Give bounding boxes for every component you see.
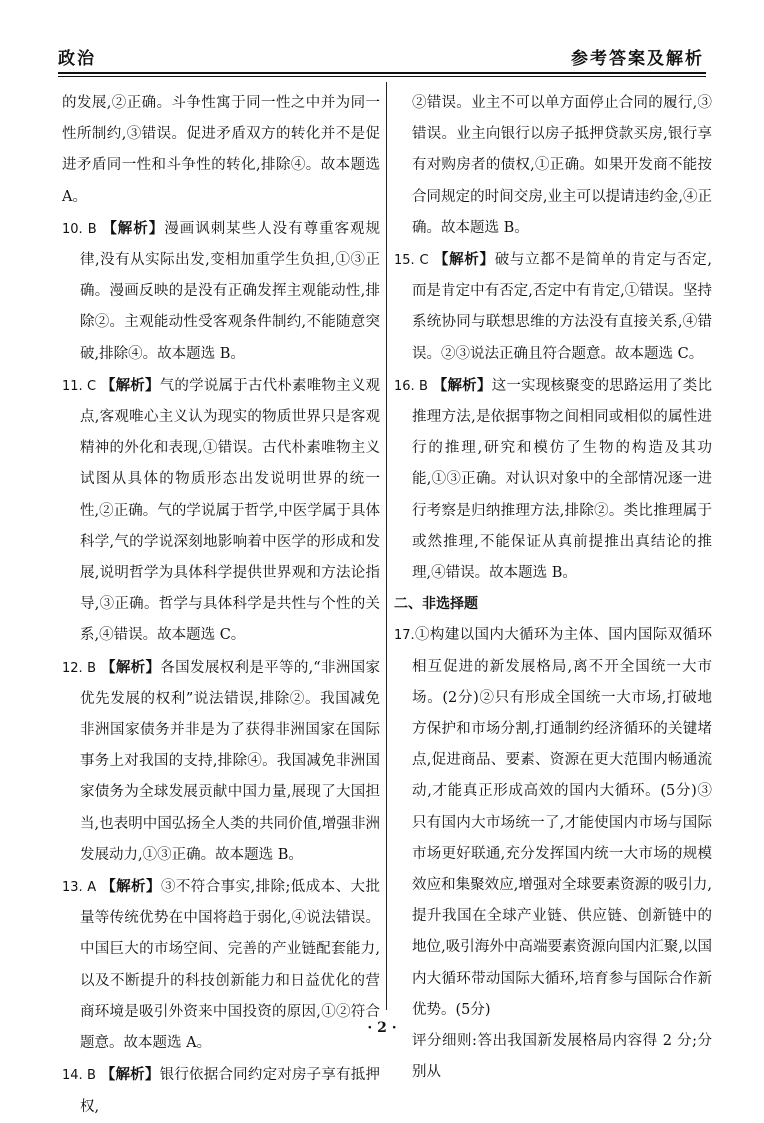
subject-title: 政治 — [58, 49, 96, 69]
analysis-tag: 【解析】 — [100, 376, 160, 394]
question-number: 14. B — [62, 1068, 96, 1084]
analysis-tag: 【解析】 — [102, 219, 165, 237]
scoring-note: 评分细则:答出我国新发展格局内容得 2 分;分别从 — [412, 1033, 712, 1081]
answer-item-10 — [62, 213, 380, 370]
analysis-tag: 【解析】 — [432, 376, 492, 394]
question-number: 15. C — [394, 253, 429, 269]
question-number: 11. C — [62, 378, 97, 394]
answer-item-14 — [62, 1059, 380, 1122]
left-column — [62, 88, 380, 1123]
right-column — [394, 88, 712, 1089]
analysis-text: ③不符合事实,排除;低成本、大批量等传统优势在中国将趋于弱化,④说法错误。中国巨大的市场空间、完善的产业链配套能力,以及不断提升的科技创新能力和日益优化的营商环境是吸引外资来中国投资的原因,①②符合题意。故本题选 A。 — [80, 879, 380, 1052]
question-number: 13. A — [62, 880, 97, 896]
analysis-text: 漫画讽刺某些人没有尊重客观规律,没有从实际出发,变相加重学生负担,①③正确。漫画反映的是没有正确发挥主观能动性,排除②。主观能动性受客观条件制约,不能随意突破,排除④。故本题选 B。 — [80, 220, 381, 362]
column-divider — [386, 82, 387, 1010]
answer-item-16 — [394, 370, 712, 589]
answer-text: ①构建以国内大循环为主体、国内国际双循环相互促进的新发展格局,离不开全国统一大市场。(2分)②只有形成全国统一大市场,打破地方保护和市场分割,打通制约经济循环的关键堵点,促进商品、要素、资源在更大范围内畅通流动,才能真正形成高效的国内大循环。(5分)③只有国内大市场统一了,才能使国内市场与国际市场更好联通,充分发挥国内统一大市场的规模效应和集聚效应,增强对全球要素资源的吸引力,提升我国在全球产业链、供应链、创新链中的地位,吸引海外中高端要素资源向国内汇聚,以国内大循环带动国际大循环,培育参与国际合作新优势。(5分) — [412, 627, 712, 1018]
question-number: 10. B — [62, 221, 97, 237]
analysis-text: 各国发展权利是平等的,“非洲国家优先发展的权利”说法错误,排除②。我国减免非洲国家债务并非是为了获得非洲国家在国际事务上对我国的支持,排除④。我国减免非洲国家债务为全球发展贡献中国力量,展现了大国担当,也表明中国弘扬全人类的共同价值,增强非洲发展动力,①③正确。故本题选 B。 — [80, 659, 381, 863]
continuation-text: 的发展,②正确。斗争性寓于同一性之中并为同一性所制约,③错误。促进矛盾双方的转化并不是促进矛盾同一性和斗争性的转化,排除④。故本题选 A。 — [62, 95, 380, 205]
header-rule-thin — [58, 76, 706, 77]
analysis-text: 银行依据合同约定对房子享有抵押权, — [80, 1067, 381, 1115]
header-rule-thick — [58, 72, 706, 74]
question-number: 16. B — [394, 378, 428, 394]
continuation-text: ②错误。业主不可以单方面停止合同的履行,③错误。业主向银行以房子抵押贷款买房,银行享有对购房者的债权,①正确。如果开发商不能按合同规定的时间交房,业主可以提请违约金,④正确。故本题选 B。 — [412, 95, 712, 236]
analysis-tag: 【解析】 — [101, 878, 161, 896]
analysis-tag: 【解析】 — [101, 658, 161, 676]
analysis-text: 气的学说属于古代朴素唯物主义观点,客观唯心主义认为现实的物质世界只是客观精神的外化和表现,①错误。古代朴素唯物主义试图从具体的物质形态出发说明世界的统一性,②正确。气的学说属于哲学,中医学属于具体科学,气的学说深刻地影响着中医学的形成和发展,说明哲学为具体科学提供世界观和方法论指导,③正确。哲学与具体科学是共性与个性的关系,④错误。故本题选 C。 — [80, 377, 381, 644]
section-title: 参考答案及解析 — [571, 49, 704, 69]
analysis-text: 破与立都不是简单的肯定与否定,而是肯定中有否定,否定中有肯定,①错误。坚持系统协同与联想思维的方法没有直接关系,④错误。②③说法正确且符合题意。故本题选 C。 — [412, 252, 713, 362]
question-number: 17. — [394, 628, 415, 644]
question-number: 12. B — [62, 660, 97, 676]
answer-item-12 — [62, 652, 380, 871]
analysis-tag: 【解析】 — [433, 251, 495, 269]
analysis-text: 这一实现核聚变的思路运用了类比推理方法,是依据事物之间相同或相似的属性进行的推理,研究和模仿了生物的构造及其功能,①③正确。对认识对象中的全部情况逐一进行考察是归纳推理方法,排除②。类比推理属于或然推理,不能保证从真前提推出真结论的推理,④错误。故本题选 B。 — [412, 377, 713, 582]
answer-item-11 — [62, 370, 380, 652]
answer-item-17 — [394, 620, 712, 1026]
analysis-tag: 【解析】 — [100, 1066, 160, 1084]
page-number: · 2 · — [367, 1020, 397, 1036]
section-heading: 二、非选择题 — [394, 596, 478, 613]
page-header — [58, 44, 704, 68]
answer-item-15 — [394, 244, 712, 370]
